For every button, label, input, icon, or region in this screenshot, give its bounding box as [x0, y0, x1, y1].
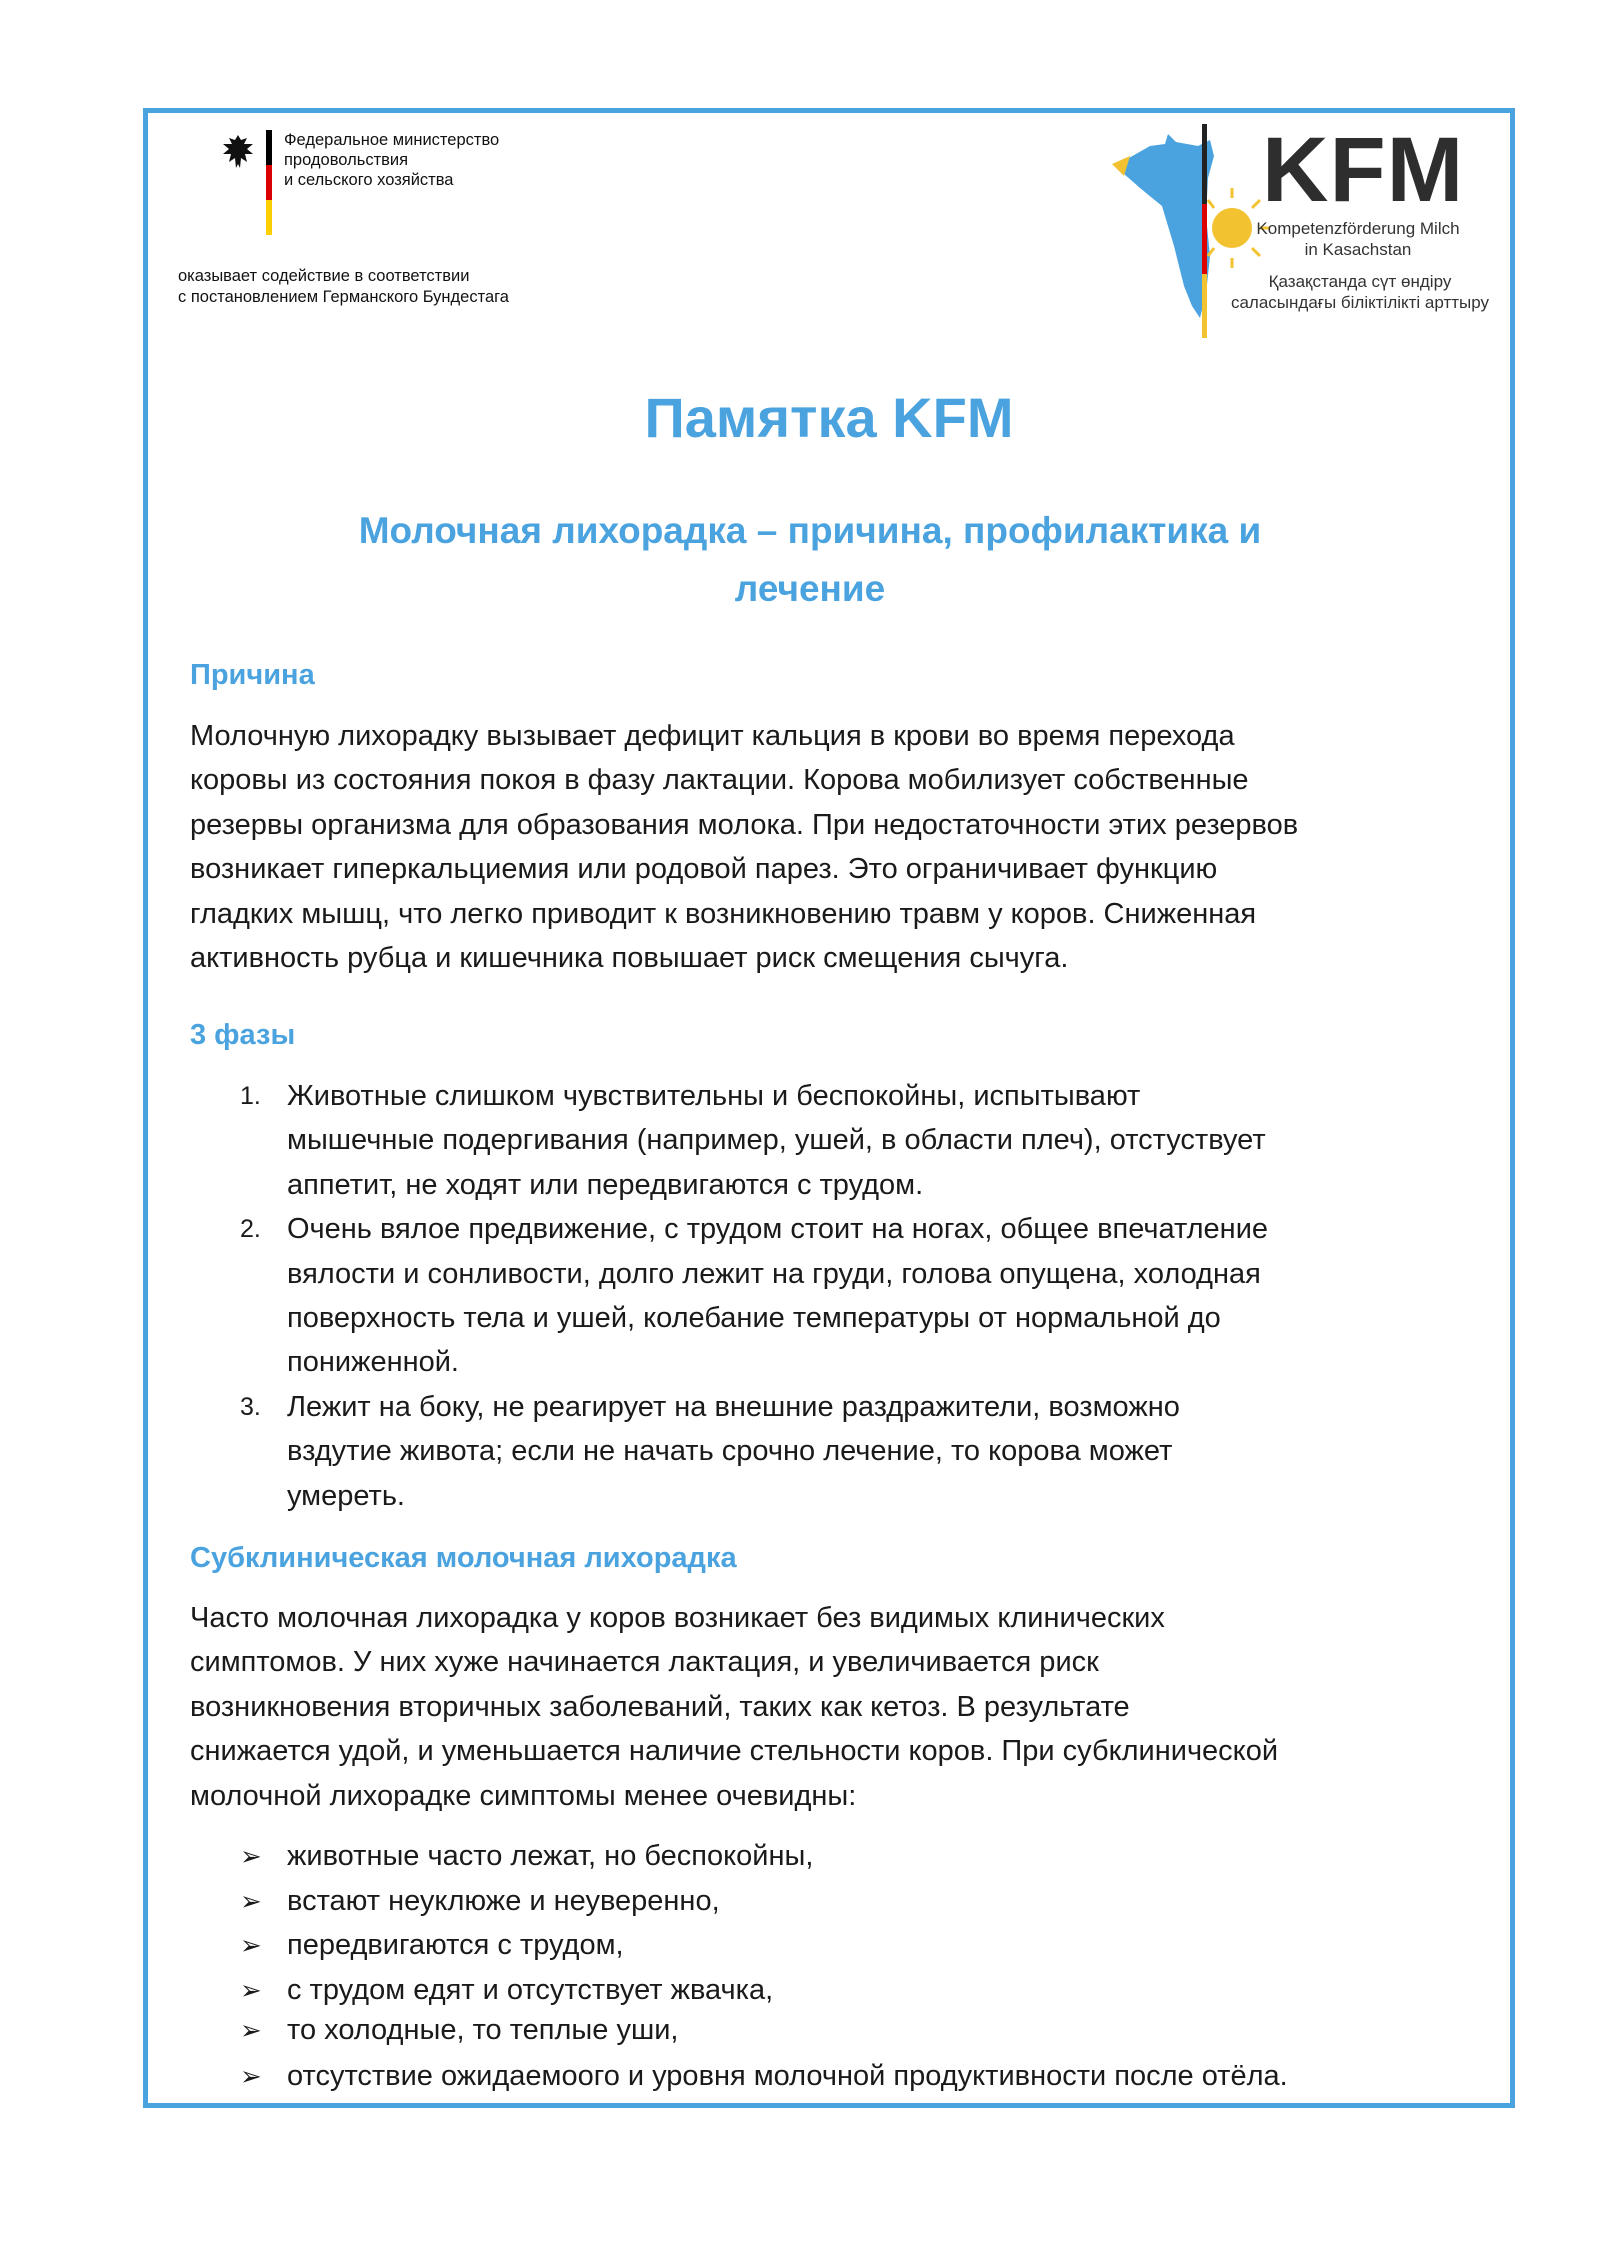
german-flag-bar — [266, 130, 272, 235]
list-item-text: отсутствие ожидаемоого и уровня молочной продуктивности после отёла. — [287, 2059, 1288, 2092]
list-number: 1. — [240, 1082, 261, 1110]
list-item-line: поверхность тела и ушей, колебание температуры от нормальной до — [287, 1302, 1221, 1335]
list-item-line: Очень вялое предвижение, с трудом стоит на ногах, общее впечатление — [287, 1213, 1269, 1246]
list-item — [190, 2008, 1450, 2054]
list-item — [190, 2054, 1450, 2099]
arrow-bullet-icon: ➢ — [240, 2060, 262, 2091]
list-item — [190, 1834, 1450, 1879]
section-heading-subclinical: Субклиническая молочная лихорадка — [190, 1542, 737, 1574]
paragraph-line: резервы организма для образования молока. При недостаточности этих резервов — [190, 808, 1299, 841]
list-item — [190, 1074, 1450, 1207]
list-item — [190, 1207, 1450, 1385]
paragraph-line: снижается удой, и уменьшается наличие стельности коров. При субклинической — [190, 1735, 1279, 1768]
list-item-line: пониженной. — [287, 1346, 459, 1379]
subtitle-line: Молочная лихорадка – причина, профилактика и — [358, 510, 1262, 551]
paragraph-line: Молочную лихорадку вызывает дефицит кальция в крови во время перехода — [190, 720, 1235, 752]
paragraph-line: Часто молочная лихорадка у коров возникает без видимых клинических — [190, 1602, 1165, 1634]
paragraph-line: возникает гиперкальциемия или родовой парез. Это ограничивает функцию — [190, 853, 1218, 886]
arrow-bullet-icon: ➢ — [240, 1885, 262, 1916]
cause-paragraph — [190, 714, 1450, 980]
arrow-bullet-icon: ➢ — [240, 1841, 262, 1871]
list-item-line: Лежит на боку, не реагирует на внешние раздражители, возможно — [287, 1390, 1180, 1423]
list-item-text: передвигаются с трудом, — [287, 1929, 624, 1961]
page-title: Памятка KFM — [644, 386, 1014, 449]
list-item-line: Животные слишком чувствительны и беспокойны, испытывают — [287, 1080, 1141, 1112]
subclinical-paragraph — [190, 1596, 1450, 1818]
paragraph-line: гладких мышц, что легко приводит к возникновению травм у коров. Сниженная — [190, 897, 1257, 930]
paragraph-line: симптомов. У них хуже начинается лактация, и увеличивается риск — [190, 1646, 1099, 1679]
paragraph-line: возникновения вторичных заболеваний, таких как кетоз. В результате — [190, 1690, 1130, 1723]
flag-stripe-red — [266, 165, 272, 200]
ministry-name — [284, 130, 499, 190]
list-number: 2. — [240, 1215, 261, 1244]
list-item — [190, 1923, 1450, 1968]
ministry-line: и сельского хозяйства — [284, 171, 454, 189]
section-heading-phases: 3 фазы — [190, 1019, 296, 1051]
paragraph-line: коровы из состояния покоя в фазу лактации. Корова мобилизует собственные — [190, 764, 1249, 797]
kfm-logo-text: KFM — [1262, 119, 1465, 221]
support-line: с постановлением Германского Бундестага — [178, 288, 509, 306]
ministry-line: Федеральное министерство — [284, 131, 500, 149]
kfm-subtitle-line: in Kasachstan — [1304, 240, 1412, 259]
list-item-text: встают неуклюже и неуверенно, — [287, 1884, 720, 1917]
arrow-bullet-icon: ➢ — [240, 2014, 262, 2045]
kfm-subtitle-de — [1248, 218, 1468, 260]
list-item-line: вялости и сонливости, долго лежит на груди, голова опущена, холодная — [287, 1257, 1261, 1290]
kfm-subtitle-line: Kompetenzförderung Milch — [1256, 219, 1460, 238]
list-item-text: то холодные, то теплые уши, — [287, 2013, 679, 2046]
kfm-subtitle-line: саласындағы біліктілікті арттыру — [1230, 293, 1490, 312]
ministry-logo-block — [220, 130, 499, 235]
list-item — [190, 1385, 1450, 1518]
list-item-line: мышечные подергивания (например, ушей, в области плеч), отстуствует — [287, 1124, 1266, 1157]
list-item — [190, 1879, 1450, 1924]
section-heading-cause: Причина — [190, 659, 315, 691]
phases-list — [190, 1074, 1450, 1518]
list-number: 3. — [240, 1392, 261, 1421]
list-item-text: животные часто лежат, но беспокойны, — [287, 1840, 814, 1872]
kfm-subtitle-line: Қазақстанда сүт өндіру — [1268, 272, 1452, 291]
list-item-line: аппетит, не ходят или передвигаются с трудом. — [287, 1168, 924, 1201]
list-item-line: вздутие живота; если не начать срочно лечение, то корова может — [287, 1435, 1173, 1468]
flag-stripe-black — [266, 130, 272, 165]
arrow-bullet-icon: ➢ — [240, 1930, 262, 1960]
paragraph-line: молочной лихорадке симптомы менее очевидны: — [190, 1779, 857, 1812]
subtitle-line: лечение — [734, 568, 886, 609]
page-subtitle — [260, 502, 1360, 618]
list-item-line: умереть. — [287, 1479, 405, 1512]
list-item — [190, 1968, 1450, 2008]
ministry-line: продовольствия — [284, 151, 409, 169]
flag-stripe-gold — [266, 200, 272, 235]
symptoms-list — [190, 1834, 1450, 2098]
kfm-subtitle-kz — [1210, 271, 1510, 313]
paragraph-line: активность рубца и кишечника повышает риск смещения сычуга. — [190, 942, 1069, 975]
support-line: оказывает содействие в соответствии — [178, 267, 470, 285]
list-item-text: с трудом едят и отсутствует жвачка, — [287, 1973, 774, 2006]
bundestag-support-note — [178, 266, 509, 308]
german-eagle-icon — [220, 132, 256, 172]
arrow-bullet-icon: ➢ — [240, 1974, 262, 2005]
